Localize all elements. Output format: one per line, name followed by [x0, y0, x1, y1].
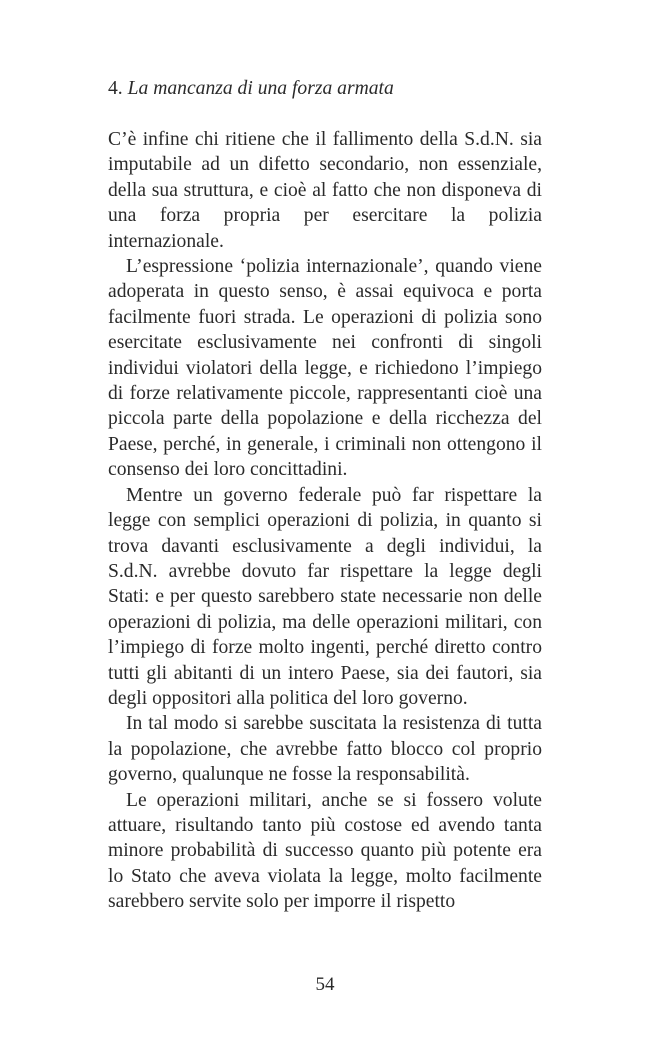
paragraph-1: C’è infine chi ritiene che il fallimento della S.d.N. sia imputabile ad un difetto secondario, non essenziale, della sua struttura, e cioè al fatto che non disponeva di una forza propria per esercitare la polizia internazionale.	[108, 129, 542, 252]
section-heading	[108, 76, 542, 102]
page-content	[108, 76, 542, 915]
section-number: 4.	[108, 78, 123, 99]
section-title: La mancanza di una forza armata	[127, 78, 394, 99]
paragraph-3: Mentre un governo federale può far rispettare la legge con semplici operazioni di polizia, in quanto si trova davanti esclusivamente a degli individui, la S.d.N. avrebbe dovuto far rispettare la legge degli Stati: e per questo sarebbero state necessarie non delle operazioni di polizia, ma delle operazioni militari, con l’impiego di forze molto ingenti, perché diretto contro tutti gli abitanti di un intero Paese, sia dei fautori, sia degli oppositori alla politica del loro governo.	[108, 484, 542, 709]
body-text	[108, 127, 542, 915]
page-number: 54	[315, 974, 335, 995]
paragraph-5: Le operazioni militari, anche se si fossero volute attuare, risultando tanto più costose ed avendo tanta minore probabilità di successo quanto più potente era lo Stato che aveva violata la legge, molto facilmente sarebbero servite solo per imporre il rispetto	[108, 789, 542, 913]
paragraph-2: L’espressione ‘polizia internazionale’, quando viene adoperata in questo senso, è assai equivoca e porta facilmente fuori strada. Le operazioni di polizia sono esercitate esclusivamente nei confronti di singoli individui violatori della legge, e richiedono l’impiego di forze relativamente piccole, rappresentanti cioè una piccola parte della popolazione e della ricchezza del Paese, perché, in generale, i criminali non ottengono il consenso dei loro concittadini.	[108, 256, 542, 481]
paragraph-4: In tal modo si sarebbe suscitata la resistenza di tutta la popolazione, che avrebbe fatto blocco col proprio governo, qualunque ne fosse la responsabilità.	[108, 713, 542, 786]
